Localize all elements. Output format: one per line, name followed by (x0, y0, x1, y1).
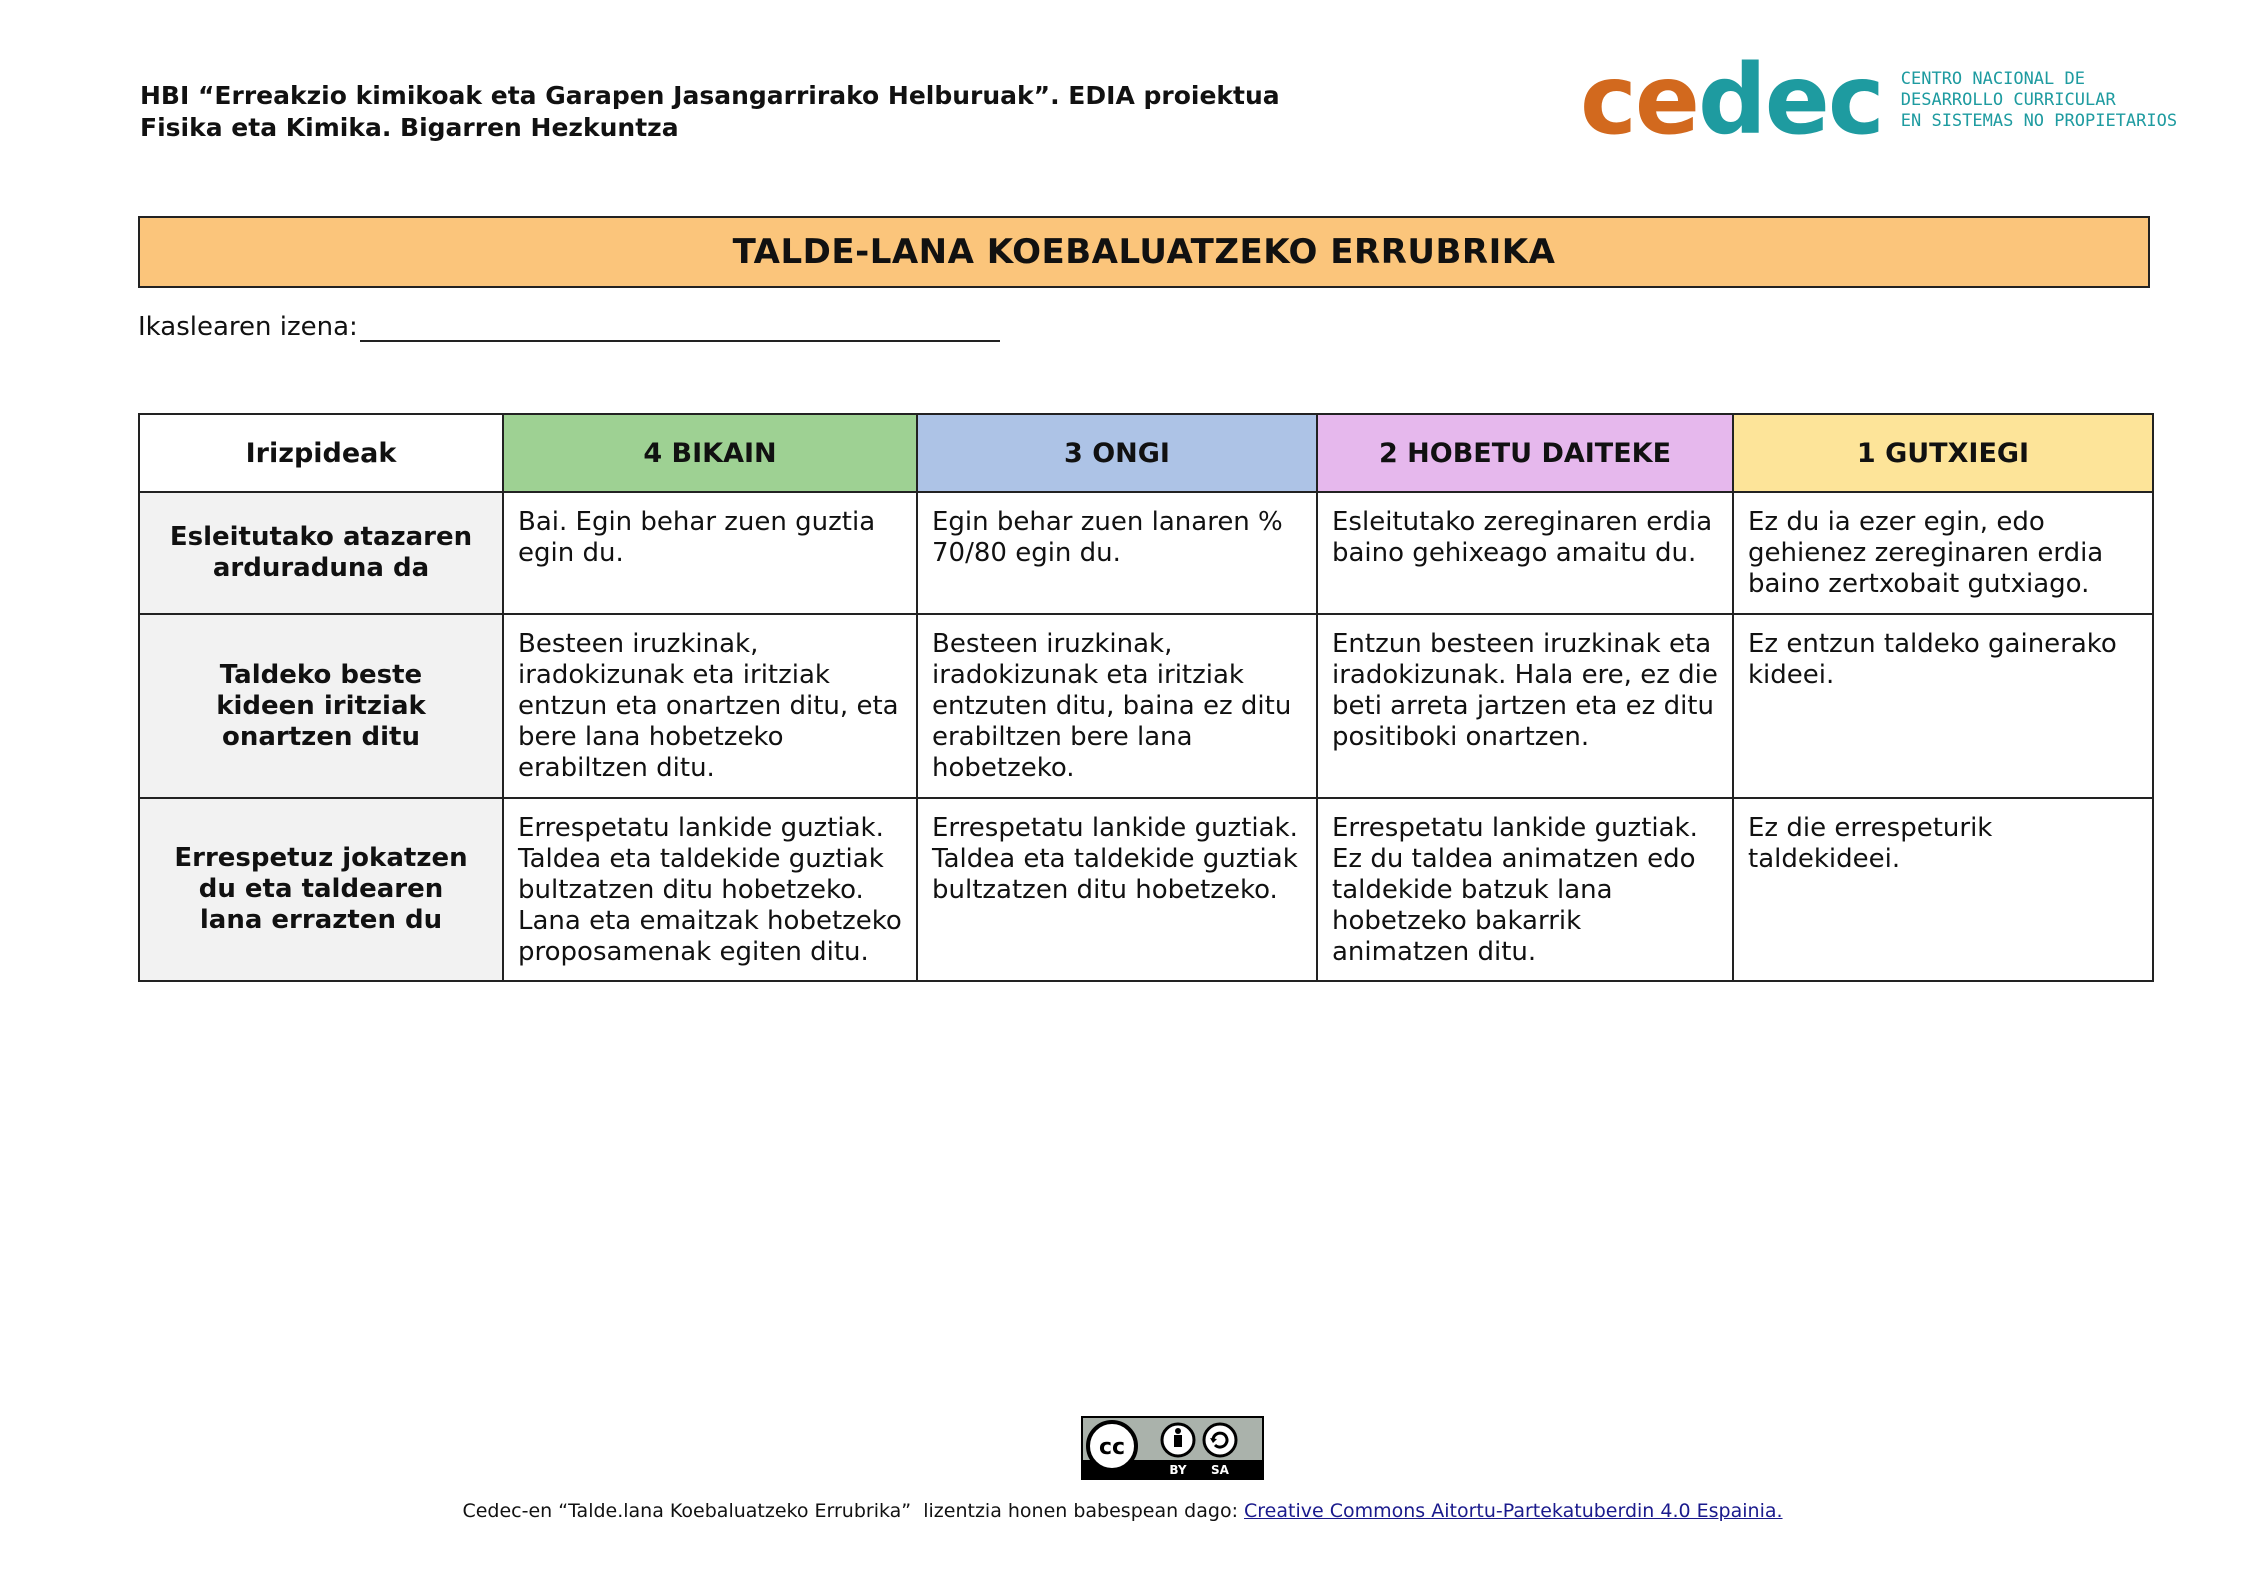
logo-subtitle: CENTRO NACIONAL DE DESARROLLO CURRICULAR EN SISTEMAS NO PROPIETARIOS (1900, 68, 2178, 131)
criterion-cell: Errespetuz jokatzen du eta taldearen lana errazten du (139, 798, 503, 981)
level-2-cell: Esleitutako zereginaren erdia baino gehixeago amaitu du. (1317, 492, 1733, 614)
share-alike-icon (1204, 1424, 1236, 1456)
level-3-cell: Egin behar zuen lanaren % 70/80 egin du. (917, 492, 1317, 614)
table-row (139, 798, 2153, 981)
student-name-field[interactable] (138, 312, 1000, 342)
level-4-cell: Errespetatu lankide guztiak. Taldea eta taldekide guztiak bultzatzen ditu hobetzeko. Lana eta emaitzak hobetzeko proposamenak egiten ditu. (503, 798, 917, 981)
student-name-line[interactable] (360, 312, 1000, 342)
header-level-4: 4 BIKAIN (503, 414, 917, 492)
table-row (139, 492, 2153, 614)
license-footer (0, 1500, 2245, 1522)
license-link[interactable]: Creative Commons Aitortu-Partekatuberdin 4.0 Espainia. (1244, 1500, 1783, 1522)
header-line-2: Fisika eta Kimika. Bigarren Hezkuntza (140, 113, 679, 142)
cc-by-sa-badge[interactable] (1081, 1416, 1264, 1480)
level-3-cell: Errespetatu lankide guztiak. Taldea eta taldekide guztiak bultzatzen ditu hobetzeko. (917, 798, 1317, 981)
header-level-2: 2 HOBETU DAITEKE (1317, 414, 1733, 492)
logo-wordmark: cedec (1580, 44, 1883, 156)
rubric-table (138, 413, 2154, 982)
level-3-cell: Besteen iruzkinak, iradokizunak eta iritziak entzuten ditu, baina ez ditu erabiltzen bere lana hobetzeko. (917, 614, 1317, 798)
header-level-3: 3 ONGI (917, 414, 1317, 492)
header-level-1: 1 GUTXIEGI (1733, 414, 2153, 492)
level-2-cell: Entzun besteen iruzkinak eta iradokizunak. Hala ere, ez die beti arreta jartzen eta ez ditu positiboki onartzen. (1317, 614, 1733, 798)
document-header (140, 80, 1280, 144)
level-4-cell: Bai. Egin behar zuen guztia egin du. (503, 492, 917, 614)
badge-sa-label: SA (1211, 1463, 1229, 1477)
student-name-label: Ikaslearen izena: (138, 312, 358, 342)
cc-logo-icon (1088, 1422, 1136, 1470)
level-1-cell: Ez du ia ezer egin, edo gehienez zereginaren erdia baino zertxobait gutxiago. (1733, 492, 2153, 614)
level-4-cell: Besteen iruzkinak, iradokizunak eta iritziak entzun eta onartzen ditu, eta bere lana hobetzeko erabiltzen ditu. (503, 614, 917, 798)
table-row (139, 614, 2153, 798)
page-title: TALDE-LANA KOEBALUATZEKO ERRUBRIKA (138, 216, 2150, 288)
header-line-1: HBI “Erreakzio kimikoak eta Garapen Jasangarrirako Helburuak”. EDIA proiektua (140, 81, 1280, 110)
badge-by-label: BY (1169, 1463, 1187, 1477)
cedec-logo (1580, 44, 2178, 156)
level-1-cell: Ez entzun taldeko gainerako kideei. (1733, 614, 2153, 798)
level-2-cell: Errespetatu lankide guztiak. Ez du taldea animatzen edo taldekide batzuk lana hobetzeko bakarrik animatzen ditu. (1317, 798, 1733, 981)
criterion-cell: Esleitutako atazaren arduraduna da (139, 492, 503, 614)
svg-text:cc: cc (1098, 1435, 1126, 1460)
header-row (139, 414, 2153, 492)
criterion-cell: Taldeko beste kideen iritziak onartzen ditu (139, 614, 503, 798)
attribution-icon (1162, 1424, 1194, 1456)
footer-text: Cedec-en “Talde.lana Koebaluatzeko Errubrika” lizentzia honen babespean dago: (462, 1500, 1245, 1522)
level-1-cell: Ez die errespeturik taldekideei. (1733, 798, 2153, 981)
header-criteria: Irizpideak (139, 414, 503, 492)
